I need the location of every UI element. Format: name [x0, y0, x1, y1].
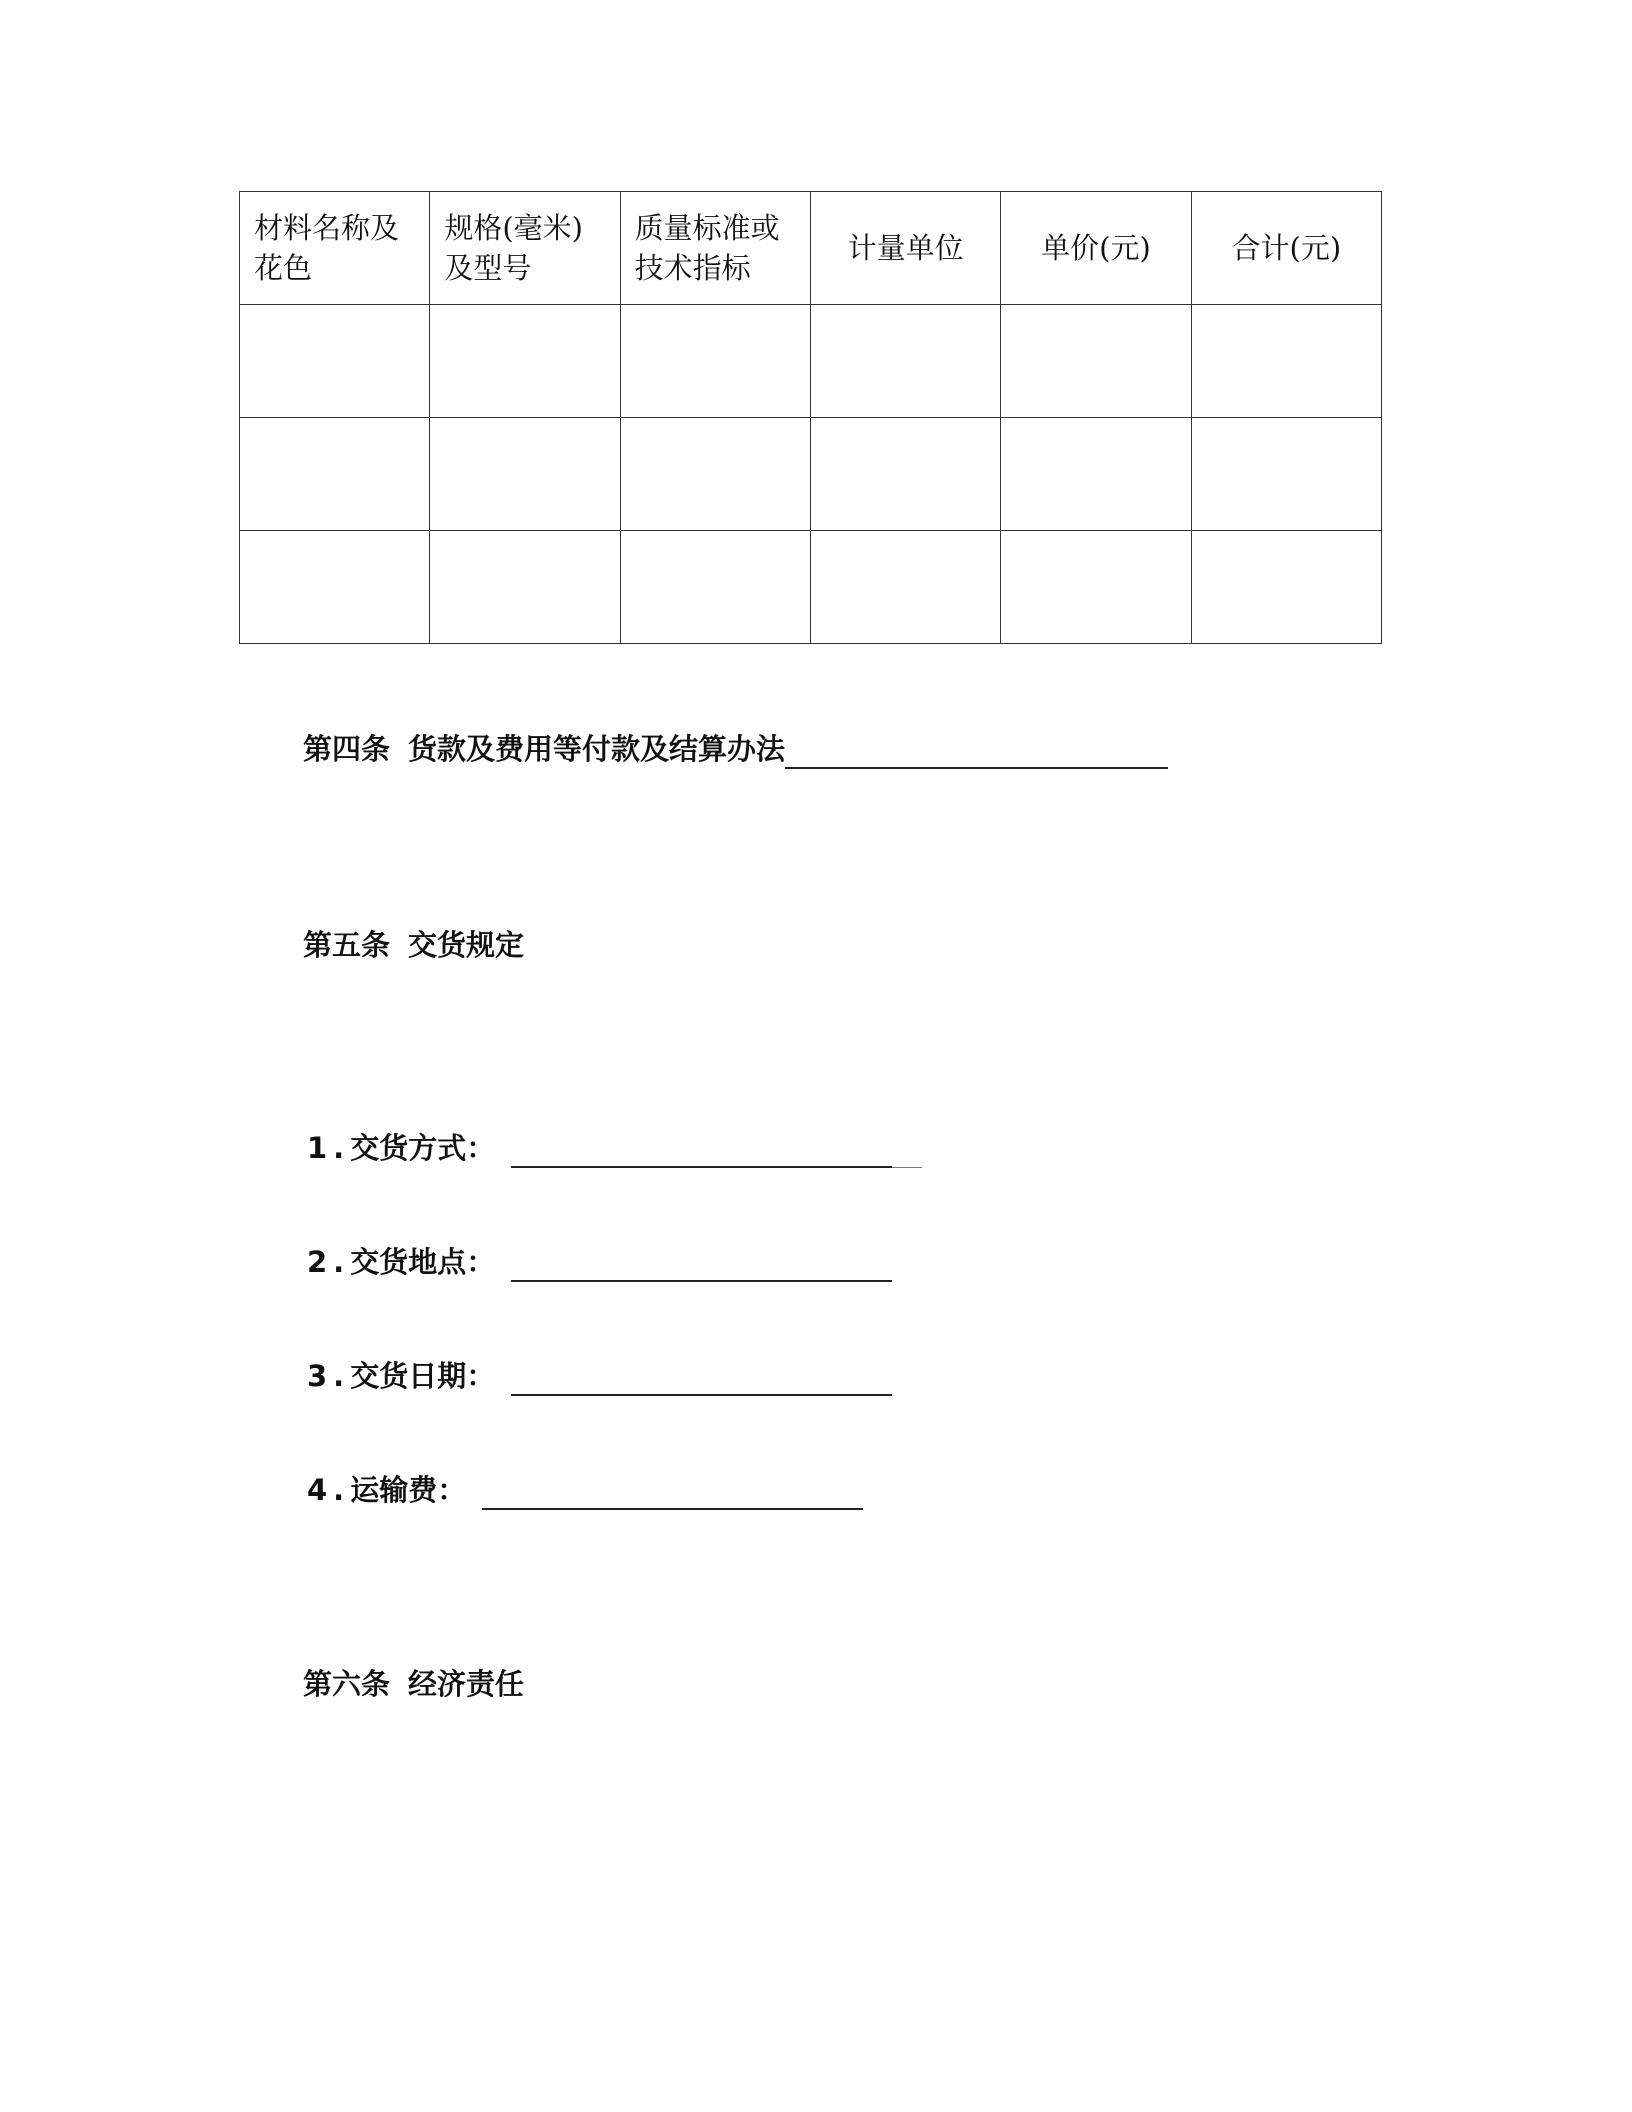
- header-spec-model: [430, 192, 620, 305]
- header-text-line: 单价(元): [1041, 231, 1151, 265]
- item-number: 2.: [307, 1245, 351, 1279]
- table-row: [240, 418, 1382, 531]
- table-cell[interactable]: [430, 531, 620, 644]
- table-cell[interactable]: [430, 305, 620, 418]
- header-text-line: 材料名称及: [254, 211, 400, 245]
- header-unit: [810, 192, 1000, 305]
- clause-label: 第五条: [303, 928, 391, 962]
- header-text-line: 技术指标: [634, 251, 751, 285]
- table-cell[interactable]: [810, 305, 1000, 418]
- table-cell[interactable]: [620, 305, 810, 418]
- clause-label: 第六条: [303, 1667, 391, 1701]
- header-total: [1191, 192, 1381, 305]
- table-cell[interactable]: [620, 531, 810, 644]
- delivery-date-blank[interactable]: [511, 1354, 892, 1396]
- shipping-cost-blank[interactable]: [482, 1468, 863, 1510]
- item-label: 运输费：: [350, 1473, 467, 1507]
- delivery-method-item: [307, 1126, 922, 1168]
- table-cell[interactable]: [1001, 531, 1191, 644]
- table-cell[interactable]: [1001, 305, 1191, 418]
- table-header-row: [240, 192, 1382, 305]
- clause-4-payment: [303, 727, 1168, 769]
- item-number: 4.: [307, 1473, 351, 1507]
- clause-6-liability: [303, 1664, 524, 1704]
- table-cell[interactable]: [1191, 531, 1381, 644]
- clause-title: 经济责任: [408, 1667, 525, 1701]
- table-cell[interactable]: [430, 418, 620, 531]
- table-cell[interactable]: [810, 418, 1000, 531]
- materials-table: [239, 191, 1382, 644]
- delivery-method-blank[interactable]: [511, 1126, 892, 1168]
- item-number: 3.: [307, 1359, 351, 1393]
- delivery-location-blank[interactable]: [511, 1240, 892, 1282]
- item-number: 1.: [307, 1131, 351, 1165]
- header-unit-price: [1001, 192, 1191, 305]
- item-label: 交货方式：: [350, 1131, 496, 1165]
- clause-title: 交货规定: [408, 928, 525, 962]
- header-text-line: 规格(毫米): [444, 211, 583, 245]
- item-label: 交货地点：: [350, 1245, 496, 1279]
- delivery-date-item: [307, 1354, 892, 1396]
- clause-title: 货款及费用等付款及结算办法: [408, 732, 786, 766]
- table-cell[interactable]: [810, 531, 1000, 644]
- clause-5-delivery: [303, 925, 524, 965]
- payment-method-blank[interactable]: [785, 727, 1168, 769]
- table-cell[interactable]: [620, 418, 810, 531]
- table-row: [240, 305, 1382, 418]
- header-material-name: [240, 192, 430, 305]
- underline-tail: [892, 1131, 922, 1168]
- clause-label: 第四条: [303, 732, 391, 766]
- table-cell[interactable]: [240, 418, 430, 531]
- header-text-line: 质量标准或: [634, 211, 780, 245]
- header-text-line: 及型号: [444, 251, 532, 285]
- header-text-line: 计量单位: [847, 231, 964, 265]
- shipping-cost-item: [307, 1468, 863, 1510]
- table-cell[interactable]: [240, 305, 430, 418]
- table-row: [240, 531, 1382, 644]
- table-cell[interactable]: [1191, 418, 1381, 531]
- table-cell[interactable]: [1191, 305, 1381, 418]
- delivery-location-item: [307, 1240, 892, 1282]
- header-quality-standard: [620, 192, 810, 305]
- table-cell[interactable]: [240, 531, 430, 644]
- table-cell[interactable]: [1001, 418, 1191, 531]
- item-label: 交货日期：: [350, 1359, 496, 1393]
- header-text-line: 合计(元): [1231, 231, 1342, 265]
- header-text-line: 花色: [254, 251, 313, 285]
